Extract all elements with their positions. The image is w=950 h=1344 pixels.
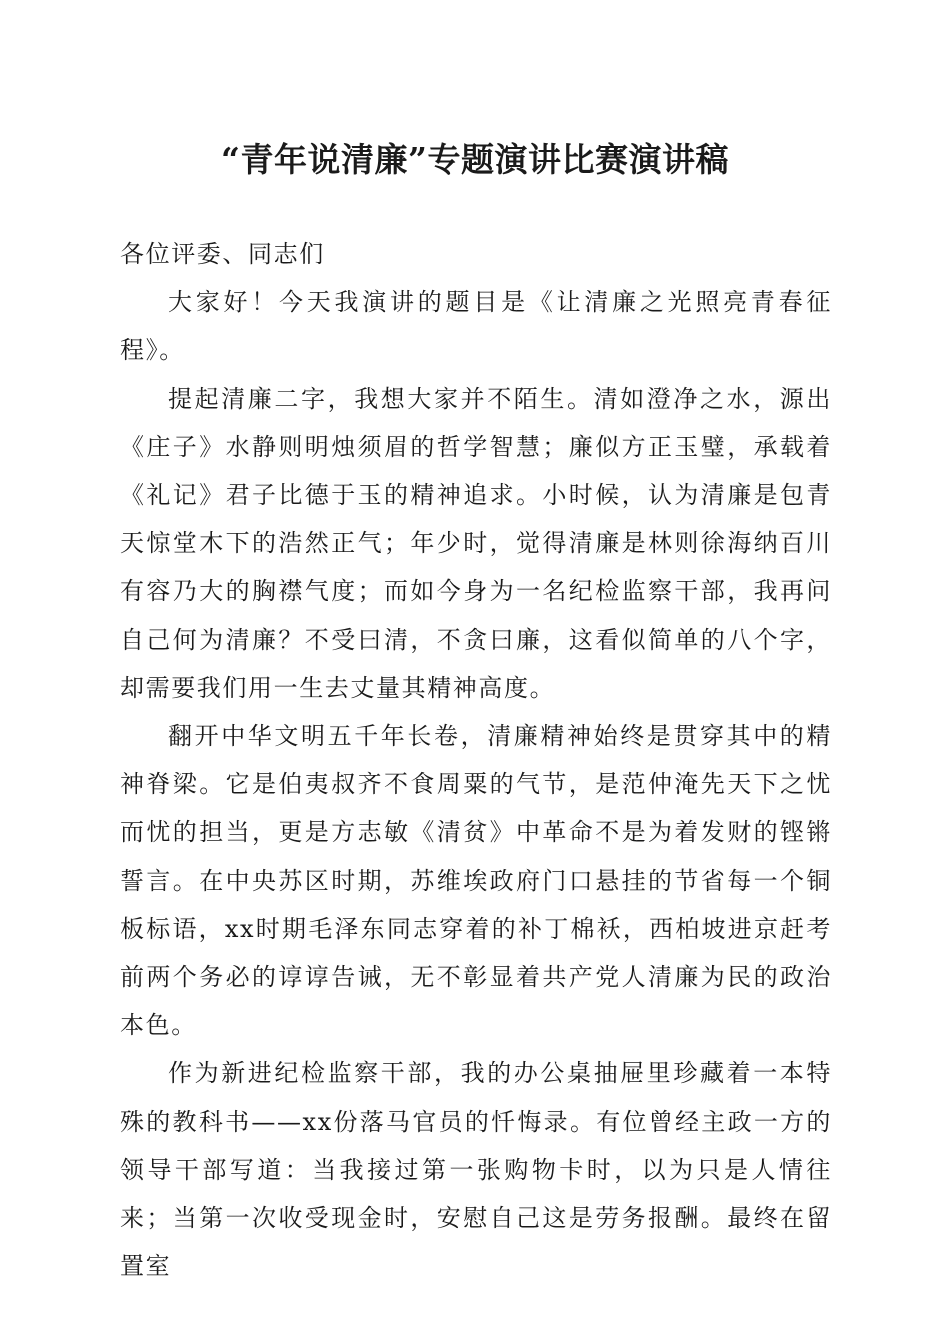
document-body bbox=[120, 230, 832, 1290]
paragraph-meaning-of-integrity: 提起清廉二字，我想大家并不陌生。清如澄净之水，源出《庄子》水静则明烛须眉的哲学智慧；廉似方正玉璧，承载着《礼记》君子比德于玉的精神追求。小时候，认为清廉是包青天惊堂木下的浩然正气；年少时，觉得清廉是林则徐海纳百川有容乃大的胸襟气度；而如今身为一名纪检监察干部，我再问自己何为清廉？不受曰清，不贪曰廉，这看似简单的八个字，却需要我们用一生去丈量其精神高度。 bbox=[120, 384, 832, 702]
document-title: “青年说清廉”专题演讲比赛演讲稿 bbox=[221, 140, 729, 179]
paragraph-history-of-integrity: 翻开中华文明五千年长卷，清廉精神始终是贯穿其中的精神脊梁。它是伯夷叔齐不食周粟的气节，是范仲淹先天下之忧而忧的担当，更是方志敏《清贫》中革命不是为着发财的铿锵誓言。在中央苏区时期，苏维埃政府门口悬挂的节省每一个铜板标语，xx时期毛泽东同志穿着的补丁棉袄，西柏坡进京赶考前两个务必的谆谆告诫，无不彰显着共产党人清廉为民的政治本色。 bbox=[120, 722, 832, 1040]
paragraph-greeting: 大家好！今天我演讲的题目是《让清廉之光照亮青春征程》。 bbox=[120, 288, 832, 365]
paragraph-confession-records: 作为新进纪检监察干部，我的办公桌抽屉里珍藏着一本特殊的教科书——xx份落马官员的忏悔录。有位曾经主政一方的领导干部写道：当我接过第一张购物卡时，以为只是人情往来；当第一次收受现金时，安慰自己这是劳务报酬。最终在留置室 bbox=[120, 1059, 832, 1281]
salutation: 各位评委、同志们 bbox=[120, 240, 325, 268]
